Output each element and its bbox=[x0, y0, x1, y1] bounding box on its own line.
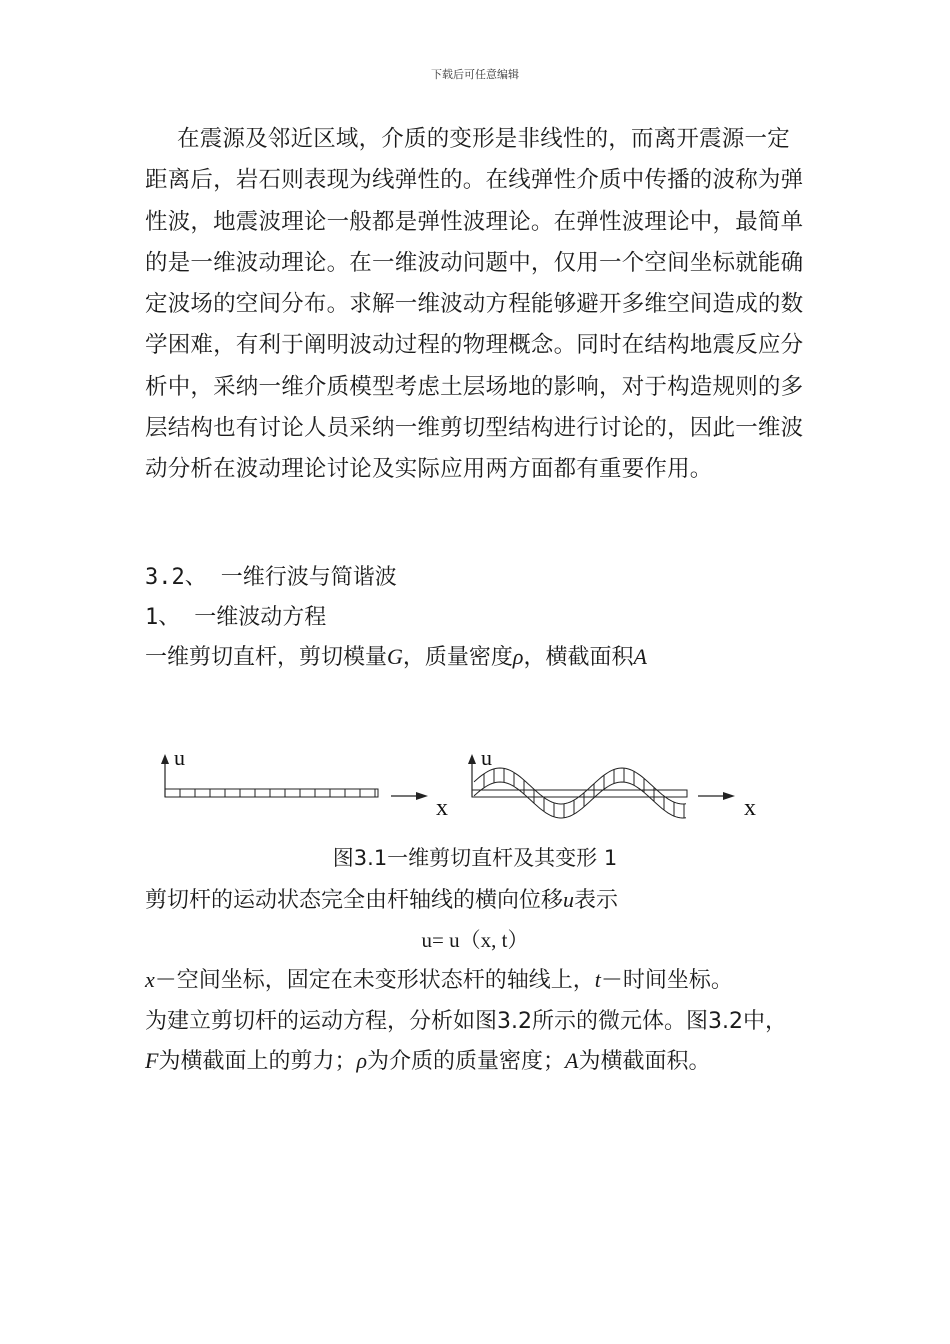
def-text-3: 为横截面积。 bbox=[578, 1049, 711, 1074]
var-rho: ρ bbox=[512, 644, 524, 669]
u-axis-arrow-left bbox=[161, 754, 169, 764]
var-x: x bbox=[145, 967, 155, 992]
var-g: G bbox=[387, 644, 403, 669]
coordinate-line bbox=[145, 963, 733, 994]
intro-line bbox=[145, 640, 647, 671]
intro-text-2: ，质量密度 bbox=[402, 645, 513, 670]
subsection-heading bbox=[145, 600, 326, 631]
section-number: 3.2、 bbox=[145, 565, 207, 590]
deformed-rod bbox=[474, 768, 686, 818]
u-axis-label-left: u bbox=[174, 745, 185, 770]
u-axis-label-right: u bbox=[481, 745, 492, 770]
paragraph-text: 在震源及邻近区域，介质的变形是非线性的，而离开震源一定距离后，岩石则表现为线弹性的。在线弹性介质中传播的波称为弹性波，地震波理论一般都是弹性波理论。在弹性波理论中，最简单的是一维波动理论。在一维波动问题中，仅用一个空间坐标就能确定波场的空间分布。求解一维波动方程能够避开多维空间造成的数学困难，有利于阐明波动过程的物理概念。同时在结构地震反应分析中，采纳一维介质模型考虑土层场地的影响，对于构造规则的多层结构也有讨论人员采纳一维剪切型结构进行讨论的，因此一维波动分析在波动理论讨论及实际应用两方面都有重要作用。 bbox=[145, 126, 804, 483]
description-line bbox=[145, 883, 618, 914]
var-rho-2: ρ bbox=[356, 1048, 368, 1073]
desc-text-2: 表示 bbox=[574, 888, 619, 913]
page-header-note: 下载后可任意编辑 bbox=[431, 68, 519, 81]
def-text-2: 为介质的质量密度； bbox=[367, 1049, 566, 1074]
body-paragraph bbox=[145, 119, 810, 491]
var-u: u bbox=[563, 887, 575, 912]
desc-text-1: 剪切杆的运动状态完全由杆轴线的横向位移 bbox=[145, 888, 564, 913]
u-axis-arrow-right bbox=[468, 754, 476, 764]
coord-text-1: －空间坐标，固定在未变形状态杆的轴线上， bbox=[154, 968, 595, 993]
var-a: A bbox=[633, 644, 647, 669]
undeformed-rod bbox=[165, 789, 378, 797]
section-heading bbox=[145, 560, 397, 591]
figure-caption: 图3.1一维剪切直杆及其变形 1 bbox=[332, 846, 618, 870]
subsection-title: 一维波动方程 bbox=[194, 605, 327, 630]
analysis-line: 为建立剪切杆的运动方程，分析如图3.2所示的微元体。图3.2中， bbox=[145, 1009, 787, 1034]
section-title: 一维行波与简谐波 bbox=[220, 565, 397, 590]
subsection-number: 1、 bbox=[145, 605, 181, 630]
x-axis-label-left: x bbox=[436, 795, 448, 821]
coord-text-2: －时间坐标。 bbox=[600, 968, 733, 993]
definition-line bbox=[145, 1044, 711, 1075]
displacement-formula: u= u（x, t） bbox=[421, 928, 529, 952]
var-a-2: A bbox=[565, 1048, 579, 1073]
shear-rod-figure bbox=[0, 730, 950, 830]
intro-text-1: 一维剪切直杆，剪切模量 bbox=[145, 645, 388, 670]
intro-text-3: ，横截面积 bbox=[523, 645, 634, 670]
var-t: t bbox=[594, 967, 601, 992]
var-f: F bbox=[145, 1048, 159, 1073]
def-text-1: 为横截面上的剪力； bbox=[158, 1049, 357, 1074]
x-axis-label-right: x bbox=[744, 795, 756, 821]
